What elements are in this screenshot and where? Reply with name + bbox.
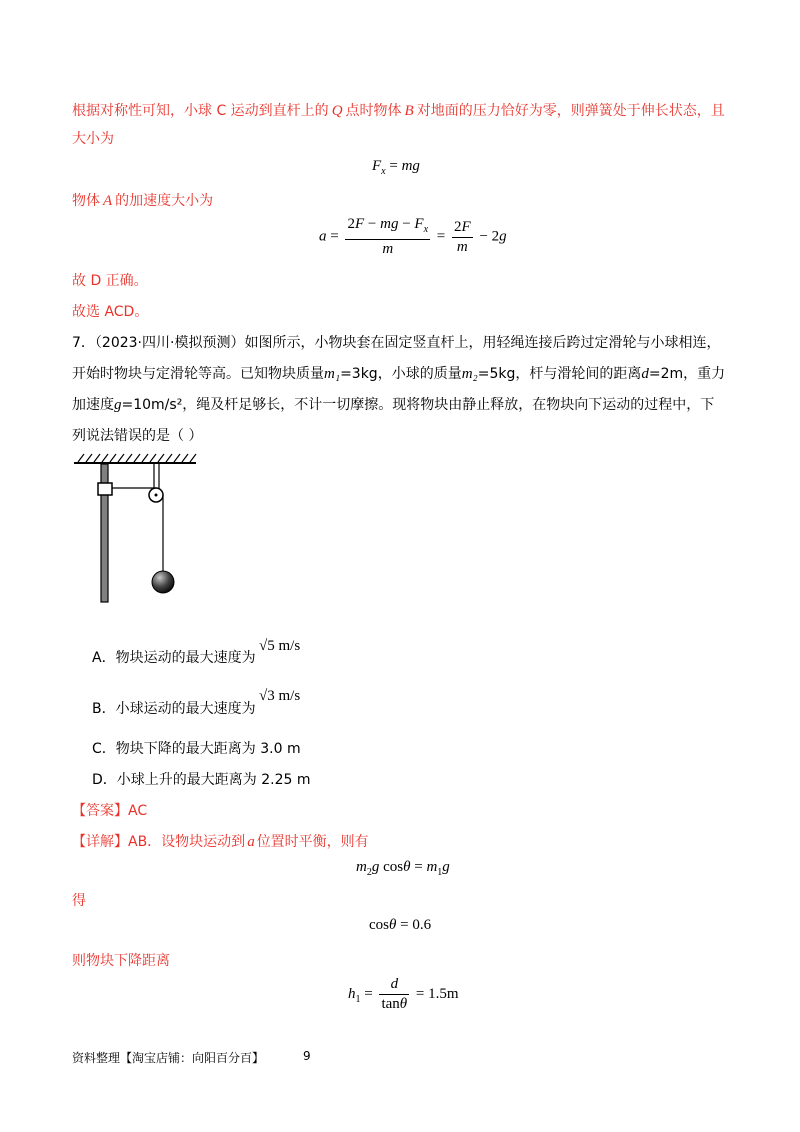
page-number: 9 <box>303 1049 311 1063</box>
option-a: A．物块运动的最大速度为 <box>92 650 256 666</box>
derive-label: 得 <box>72 893 86 909</box>
ball <box>152 571 174 593</box>
option-b: B．小球运动的最大速度为 <box>92 701 256 717</box>
equation-cos: cosθ = 0.6 <box>369 917 432 933</box>
fall-distance-label: 则物块下降距离 <box>72 953 170 969</box>
solution-choice: 故选 ACD。 <box>72 304 149 320</box>
question-7-line-2: 开始时物块与定滑轮等高。已知物块质量m₁=3kg，小球的质量m₂=5kg，杆与滑轮间的距离d=2m，重力 <box>72 366 726 382</box>
equation-spring-force: $F_x$ = mg <box>372 158 420 177</box>
ceiling-hatching <box>78 454 196 462</box>
equation-fall-distance: $h_1$ = $\frac{d}{\tan\theta}$ = 1.5m <box>348 976 459 1012</box>
solution-conclusion-d: 故 D 正确。 <box>72 273 148 289</box>
equation-acceleration: a = $\frac{2F - mg - F_x}{m}$ = $\frac{2F}{m}$ − 2g <box>319 216 507 257</box>
solution-line-1: 根据对称性可知，小球 C 运动到直杆上的 Q 点时物体 B 对地面的压力恰好为零，则弹簧处于伸长状态，且 <box>72 103 725 119</box>
option-b-value: √3 m/s <box>259 688 301 704</box>
solution-line-3: 物体 A 的加速度大小为 <box>72 193 214 209</box>
equation-equilibrium: $m_2g$ $\cos\theta = m_1g$ <box>356 859 450 878</box>
question-7-line-3: 加速度g=10m/s²，绳及杆足够长，不计一切摩擦。现将物块由静止释放，在物块向下运动的过程中，下 <box>72 397 715 413</box>
answer-label: 【答案】AC <box>72 803 148 819</box>
question-7-line-4: 列说法错误的是（ ） <box>72 428 203 444</box>
footer-source: 资料整理【淘宝店铺：向阳百分百】 <box>72 1051 265 1065</box>
block <box>98 483 112 495</box>
option-d: D．小球上升的最大距离为 2.25 m <box>92 772 311 788</box>
detail-line: 【详解】AB．设物块运动到 a 位置时平衡，则有 <box>72 834 369 850</box>
question-7-line-1: 7．（2023·四川·模拟预测）如图所示，小物块套在固定竖直杆上，用轻绳连接后跨过定滑轮与小球相连， <box>72 335 721 351</box>
option-c: C．物块下降的最大距离为 3.0 m <box>92 741 301 757</box>
option-a-value: √5 m/s <box>259 638 301 654</box>
solution-line-2: 大小为 <box>72 131 114 147</box>
pulley-figure <box>70 450 202 606</box>
